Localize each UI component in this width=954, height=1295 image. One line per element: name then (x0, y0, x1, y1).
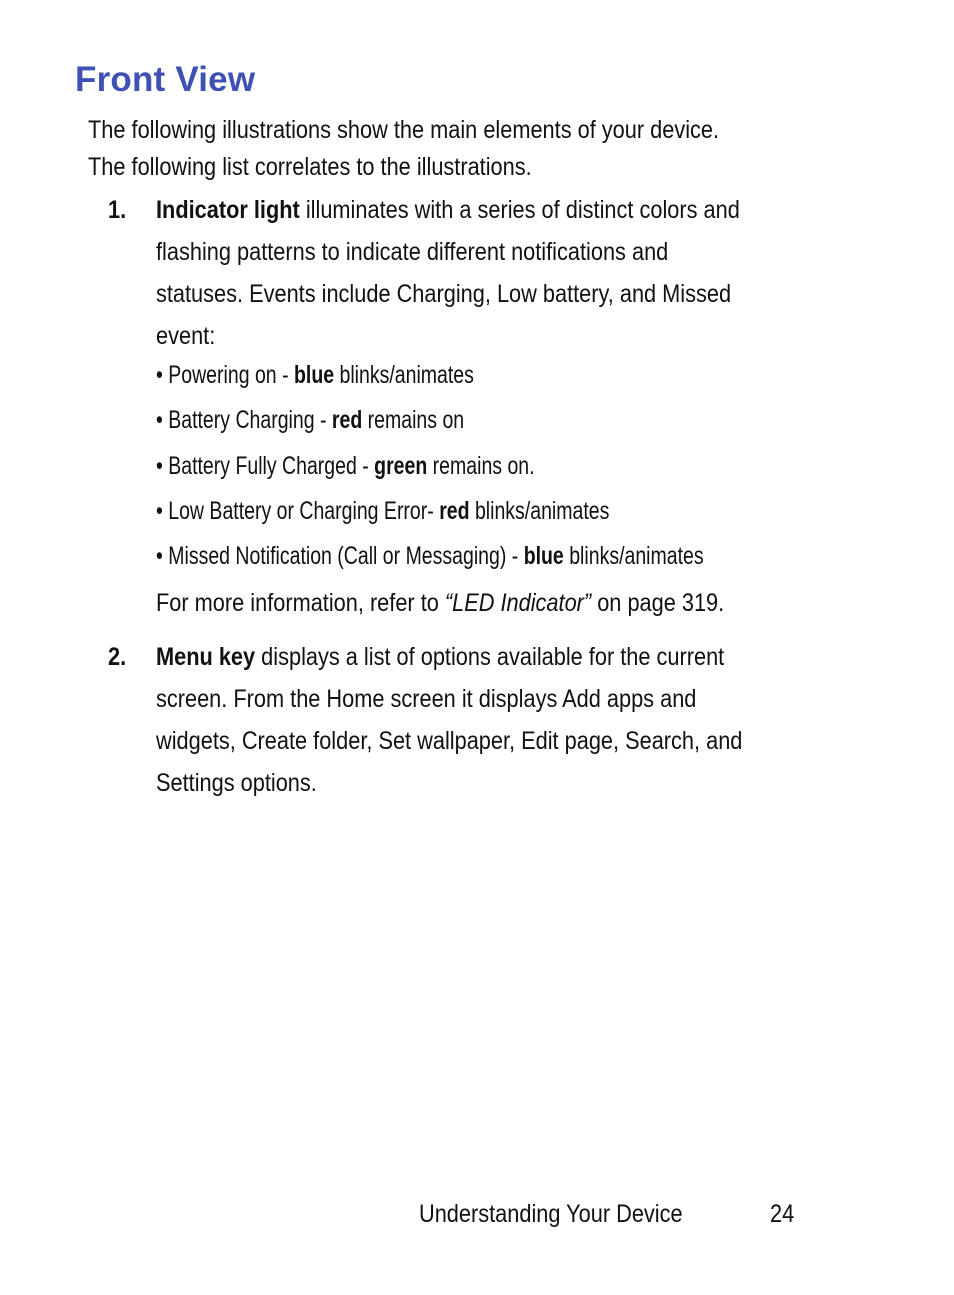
bullet-item: • Missed Notification (Call or Messaging) - blue blinks/animates (156, 542, 704, 570)
item-line-3: statuses. Events include Charging, Low battery, and Missed (156, 280, 732, 308)
footer-section-title: Understanding Your Device (419, 1200, 683, 1228)
footer-page-number: 24 (770, 1200, 795, 1228)
led-indicator-link[interactable]: “LED Indicator” (444, 589, 592, 617)
item-keyword: Menu key (156, 643, 256, 671)
more-info-reference (156, 585, 724, 621)
item-description (156, 189, 835, 357)
bullet-item: • Battery Fully Charged - green remains on. (156, 452, 535, 480)
intro-paragraph (88, 112, 784, 186)
item-body (156, 189, 936, 357)
item-keyword: Indicator light (156, 196, 300, 224)
item-line-1: illuminates with a series of distinct colors and (299, 196, 740, 224)
item-line-4: event: (156, 322, 216, 350)
item-line-4: Settings options. (156, 769, 317, 797)
item-line-2: flashing patterns to indicate different notifications and (156, 238, 669, 266)
bullet-item: • Low Battery or Charging Error- red blinks/animates (156, 497, 610, 525)
bullet-item: • Battery Charging - red remains on (156, 406, 465, 434)
item-body (156, 636, 936, 804)
item-number: 1. (108, 196, 127, 224)
item-description (156, 636, 835, 804)
bullet-item: • Powering on - blue blinks/animates (156, 361, 474, 389)
item-line-1: displays a list of options available for the current (255, 643, 725, 671)
more-info-prefix: For more information, refer to (156, 589, 445, 617)
item-line-2: screen. From the Home screen it displays Add apps and (156, 685, 697, 713)
intro-line-1: The following illustrations show the main elements of your device. (88, 116, 720, 144)
intro-line-2: The following list correlates to the illustrations. (88, 153, 532, 181)
page-title: Front View (75, 60, 256, 99)
item-number: 2. (108, 643, 127, 671)
item-line-3: widgets, Create folder, Set wallpaper, Edit page, Search, and (156, 727, 743, 755)
more-info-suffix: on page 319. (591, 589, 725, 617)
